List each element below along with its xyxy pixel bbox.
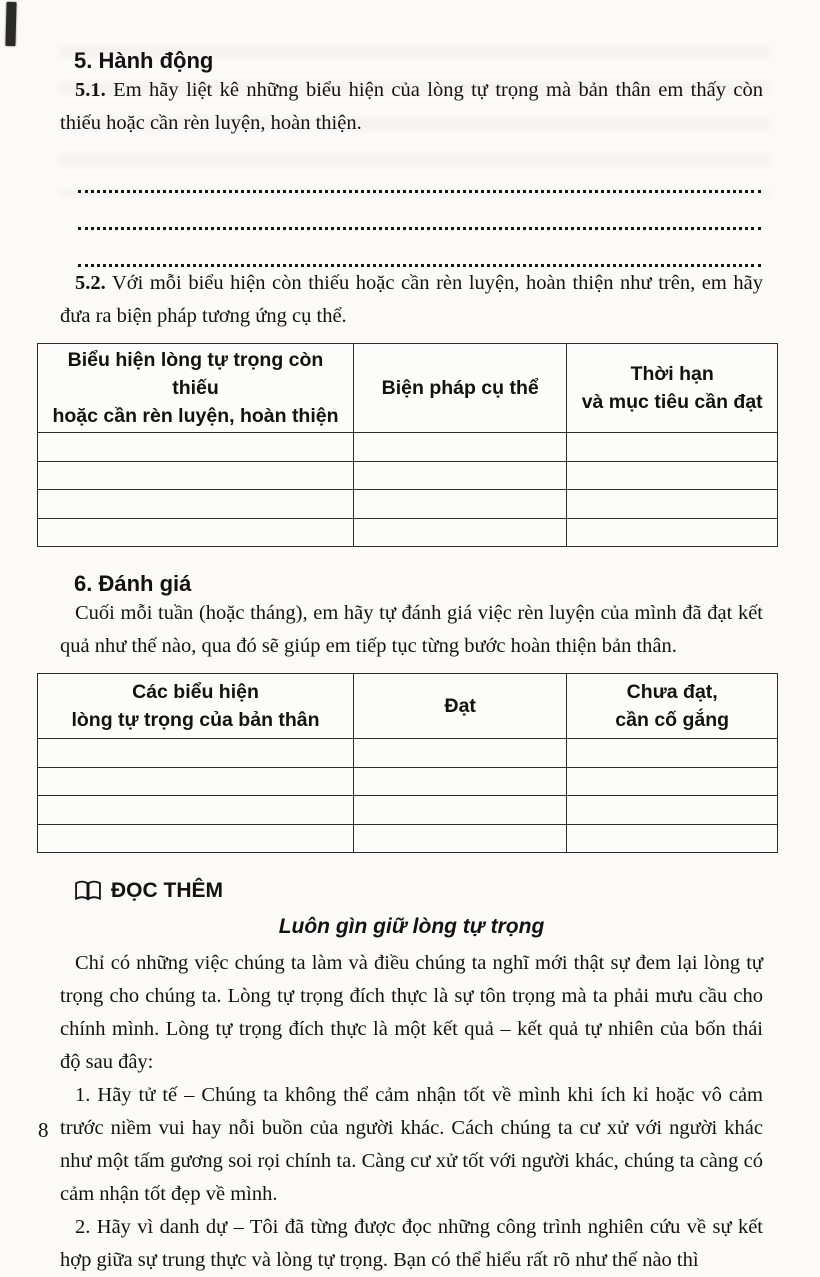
empty-cell	[354, 739, 567, 768]
empty-cell	[38, 490, 354, 519]
empty-cell	[354, 796, 567, 825]
header-line: hoặc cần rèn luyện, hoàn thiện	[52, 405, 339, 427]
empty-cell	[567, 461, 778, 490]
table-row	[38, 461, 778, 490]
empty-cell	[567, 490, 778, 519]
reading-paragraph-3	[60, 1211, 763, 1277]
table-row	[38, 767, 778, 796]
header-line: Thời hạn	[630, 363, 714, 385]
reading-paragraph-2	[60, 1079, 763, 1211]
page-number: 8	[38, 1118, 49, 1142]
empty-cell	[354, 767, 567, 796]
reading-item-2-number: 2.	[75, 1216, 91, 1238]
item-5-1-label: 5.1.	[75, 79, 106, 101]
empty-cell	[567, 824, 778, 853]
table-header-row	[38, 674, 778, 739]
empty-cell	[38, 739, 354, 768]
section-6-heading: 6. Đánh giá	[74, 571, 192, 596]
table-row	[38, 518, 778, 547]
measures-table-header-method: Biện pháp cụ thể	[354, 344, 567, 433]
reading-item-1-text: Hãy tử tế – Chúng ta không thể cảm nhận tốt về mình khi ích kỉ hoặc vô cảm trước niềm vui hay nỗi buồn của người khác. Cách chúng ta cư xử với người khác như một tấm gương soi rọi chính ta. Càng cư xử tốt với người khác, chúng ta càng có cảm nhận tốt đẹp về mình.	[60, 1084, 763, 1205]
empty-cell	[38, 824, 354, 853]
header-line: và mục tiêu cần đạt	[581, 391, 763, 413]
empty-cell	[567, 433, 778, 462]
self-assessment-table	[37, 673, 778, 853]
empty-cell	[354, 518, 567, 547]
open-book-icon	[74, 880, 102, 902]
assessment-table-header-behaviors	[38, 674, 354, 739]
table-header-row	[38, 344, 778, 433]
header-line: lòng tự trọng của bản thân	[71, 709, 320, 731]
empty-cell	[567, 796, 778, 825]
header-line: Biểu hiện lòng tự trọng còn thiếu	[67, 349, 324, 399]
assessment-table-header-achieved: Đạt	[354, 674, 567, 739]
paragraph-5-1	[60, 74, 763, 140]
empty-cell	[38, 796, 354, 825]
book-page	[52, 48, 763, 1277]
dotted-answer-line	[78, 156, 761, 193]
section-6-intro: Cuối mỗi tuần (hoặc tháng), em hãy tự đánh giá việc rèn luyện của mình đã đạt kết quả như thế nào, qua đó sẽ giúp em tiếp tục từng bước hoàn thiện bản thân.	[60, 602, 763, 657]
empty-cell	[567, 518, 778, 547]
section-5-heading: 5. Hành động	[74, 48, 214, 73]
measures-table-header-deadline	[567, 344, 778, 433]
assessment-table-header-not-achieved	[567, 674, 778, 739]
header-line: Các biểu hiện	[132, 681, 259, 703]
reading-paragraph-1: Chỉ có những việc chúng ta làm và điều chúng ta nghĩ mới thật sự đem lại lòng tự trọng cho chúng ta. Lòng tự trọng đích thực là sự tôn trọng mà ta phải mưu cầu cho chính mình. Lòng tự trọng đích thực là một kết quả – kết quả tự nhiên của bốn thái độ sau đây:	[60, 952, 763, 1073]
item-5-2-label: 5.2.	[75, 272, 106, 294]
header-line: Chưa đạt,	[626, 681, 718, 703]
scan-edge-artifact	[5, 2, 16, 46]
item-5-2-text: Với mỗi biểu hiện còn thiếu hoặc cần rèn luyện, hoàn thiện như trên, em hãy đưa ra biện pháp tương ứng cụ thể.	[60, 272, 763, 327]
empty-cell	[38, 433, 354, 462]
empty-cell	[567, 767, 778, 796]
reading-section-heading	[74, 879, 763, 903]
header-line: cần cố gắng	[615, 709, 730, 731]
table-row	[38, 796, 778, 825]
empty-cell	[567, 739, 778, 768]
answer-write-lines	[78, 156, 761, 267]
measures-table	[37, 343, 778, 547]
item-5-1-text: Em hãy liệt kê những biểu hiện của lòng tự trọng mà bản thân em thấy còn thiếu hoặc cần rèn luyện, hoàn thiện.	[60, 79, 763, 134]
table-row	[38, 739, 778, 768]
table-row	[38, 490, 778, 519]
reading-item-2-text: Hãy vì danh dự – Tôi đã từng được đọc những công trình nghiên cứu về sự kết hợp giữa sự trung thực và lòng tự trọng. Bạn có thể hiểu rất rõ như thế nào thì	[60, 1216, 763, 1271]
reading-article-title: Luôn gìn giữ lòng tự trọng	[278, 915, 545, 938]
empty-cell	[38, 461, 354, 490]
empty-cell	[354, 824, 567, 853]
reading-section-title: ĐỌC THÊM	[111, 879, 223, 902]
empty-cell	[354, 433, 567, 462]
empty-cell	[38, 767, 354, 796]
empty-cell	[354, 490, 567, 519]
dotted-answer-line	[78, 193, 761, 230]
table-row	[38, 824, 778, 853]
empty-cell	[38, 518, 354, 547]
measures-table-header-behavior	[38, 344, 354, 433]
dotted-answer-line	[78, 230, 761, 267]
empty-cell	[354, 461, 567, 490]
paragraph-5-2	[60, 267, 763, 333]
table-row	[38, 433, 778, 462]
reading-item-1-number: 1.	[75, 1084, 91, 1106]
